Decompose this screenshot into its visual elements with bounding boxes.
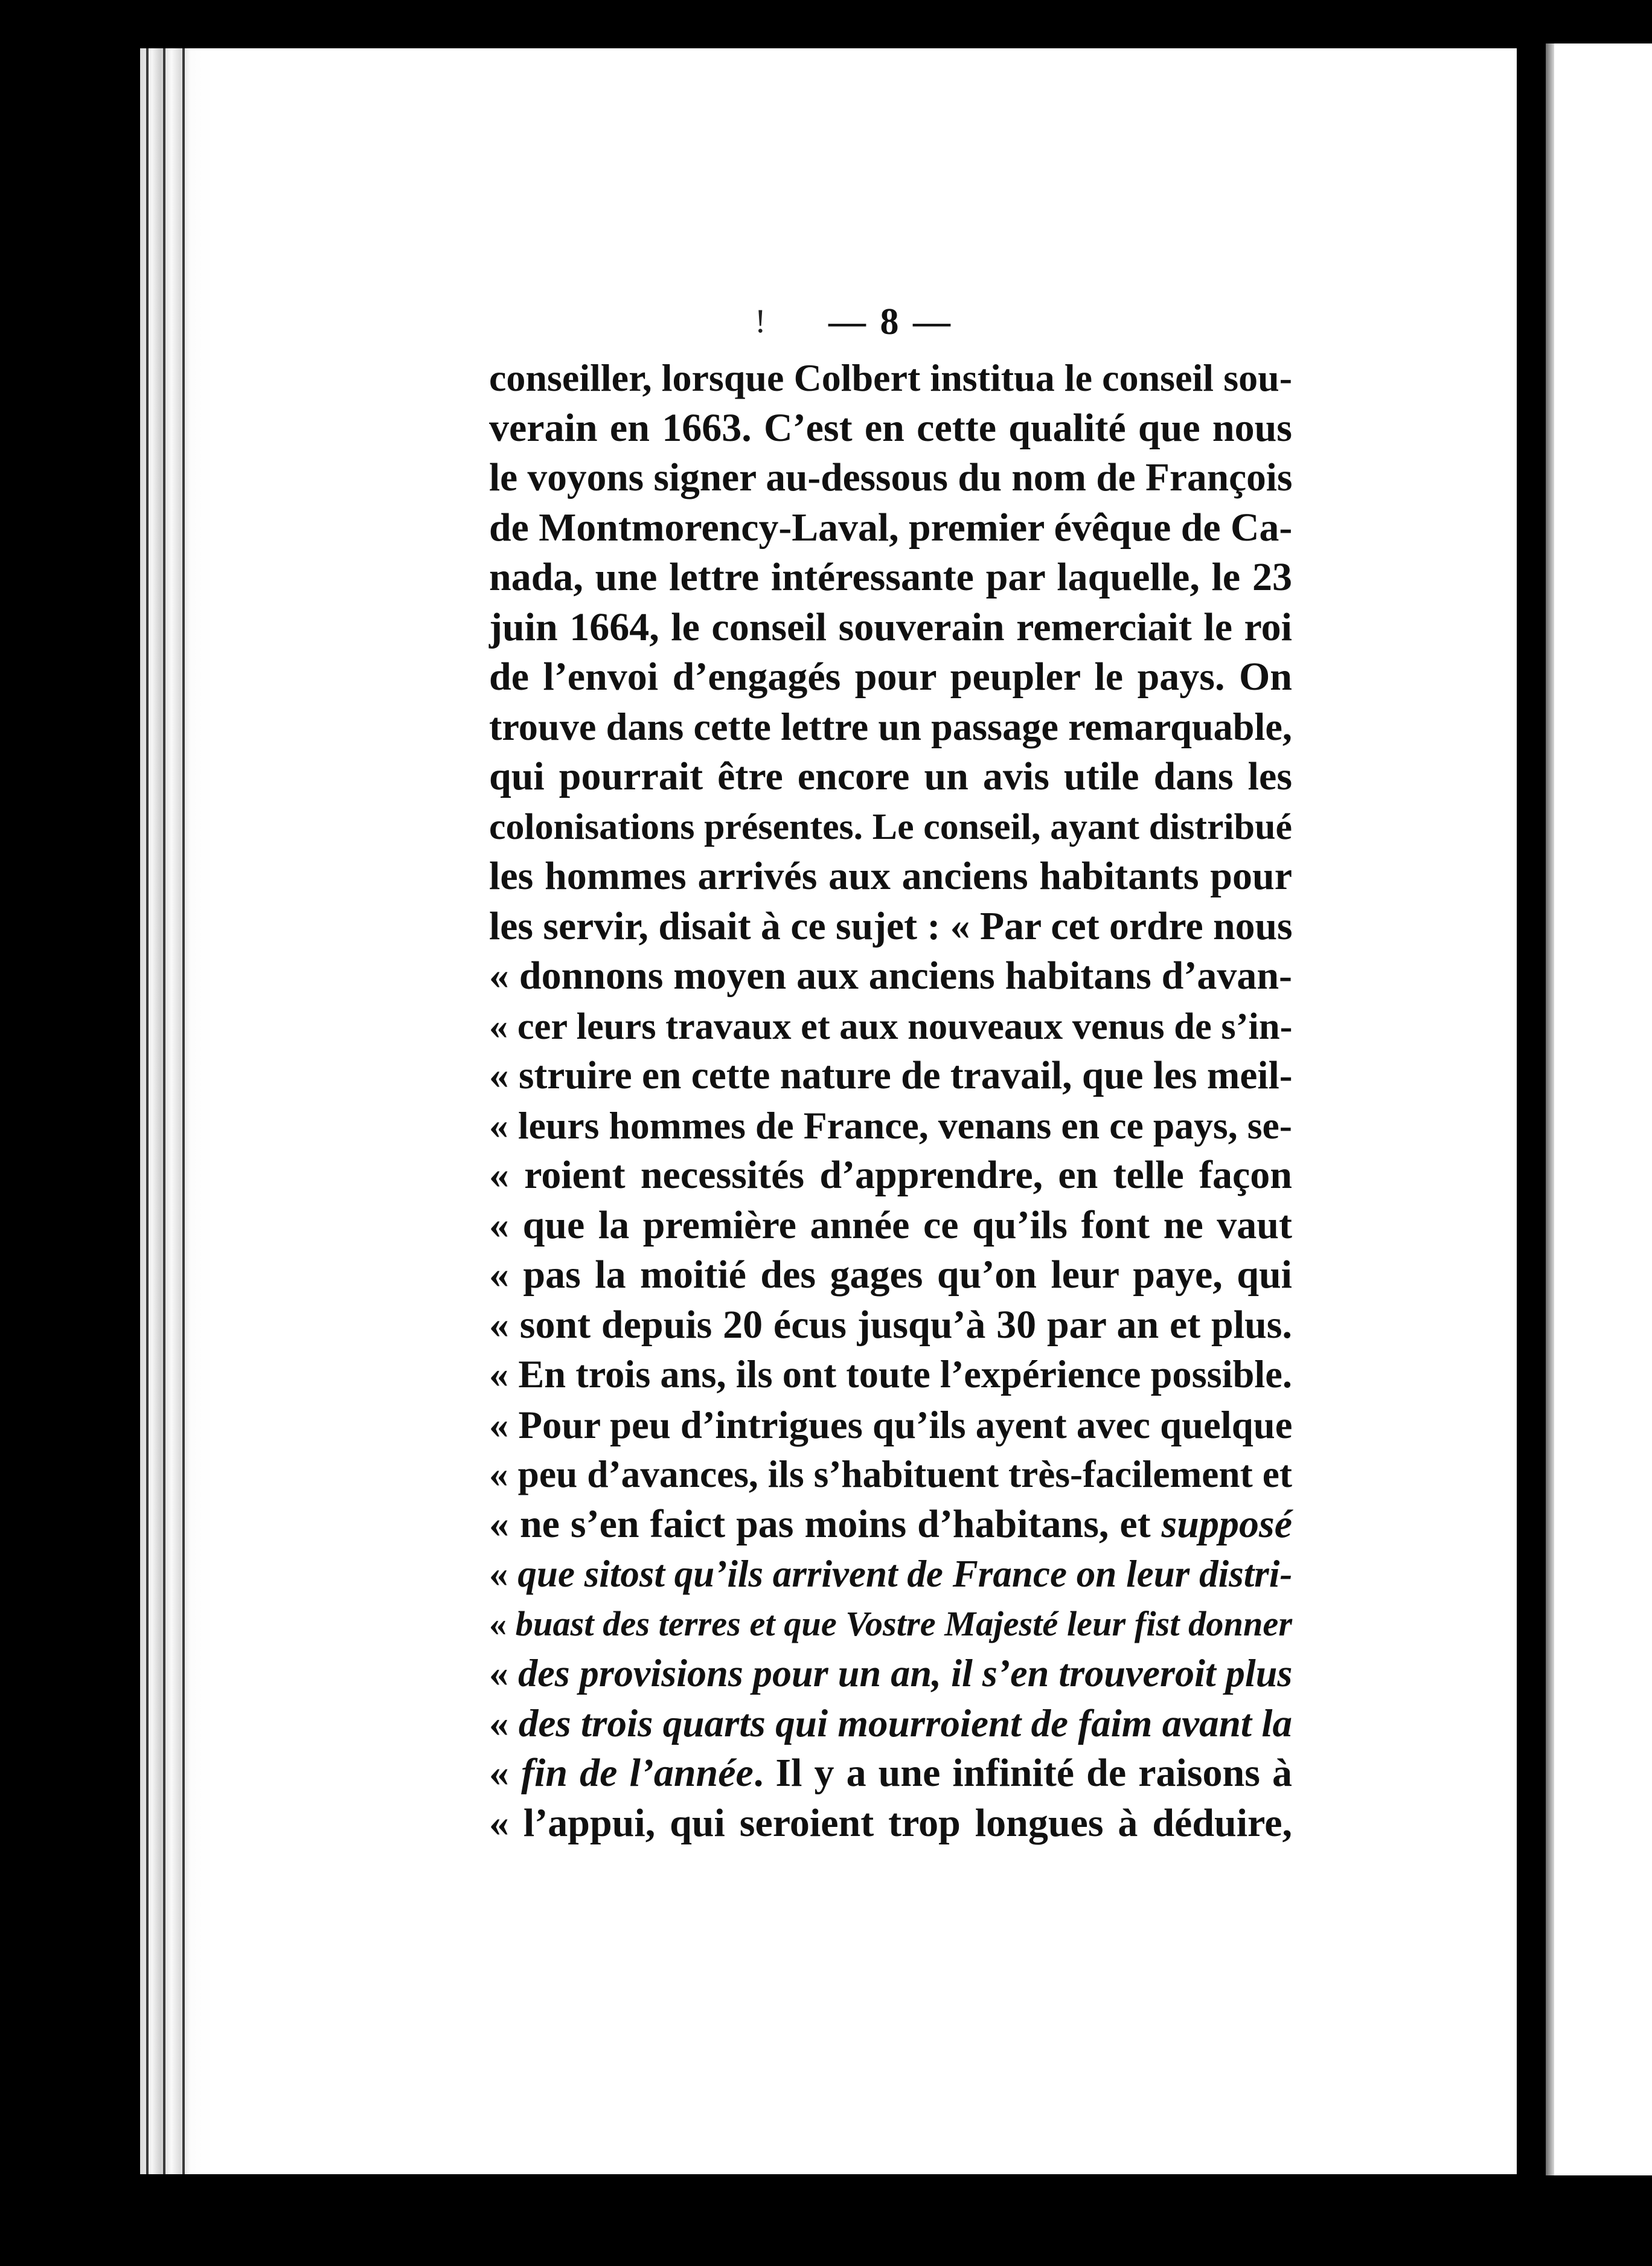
text-line: [489, 1300, 1292, 1350]
gutter-rule: [182, 48, 185, 2174]
italic-text-segment: que sitost qu’ils arrivent de France on leur distri-: [517, 1553, 1293, 1595]
text-segment: qui pourrait être encore un avis utile dans les: [489, 754, 1292, 798]
text-segment: « pas la moitié des gages qu’on leur paye, qui: [489, 1253, 1292, 1297]
text-segment: « peu d’avances, ils s’habituent très-facilement et: [489, 1453, 1292, 1495]
italic-text-segment: des provisions pour un an, il s’en trouveroit plus: [518, 1652, 1293, 1695]
text-segment: « ne s’en faict pas moins d’habitans, et: [489, 1501, 1162, 1546]
text-line: [489, 403, 1292, 454]
text-line: [489, 951, 1292, 1001]
text-line: [489, 503, 1292, 553]
text-line: [489, 1649, 1292, 1699]
body-text: [489, 353, 1292, 1848]
text-line: [489, 1699, 1292, 1749]
text-segment: les hommes arrivés aux anciens habitants pour: [489, 854, 1292, 898]
text-segment: verain en 1663. C’est en cette qualité que nous: [489, 405, 1292, 450]
text-segment: «: [489, 1652, 519, 1695]
text-line: [489, 902, 1292, 952]
text-segment: « cer leurs travaux et aux nouveaux venus de s’in-: [489, 1004, 1293, 1047]
folio-mark: !: [755, 303, 766, 340]
text-segment: «: [489, 1553, 518, 1595]
facing-page-shadow: [1546, 43, 1554, 2175]
text-line: [489, 453, 1292, 503]
text-segment: juin 1664, le conseil souverain remerciait le roi: [489, 605, 1292, 649]
text-line: [489, 702, 1292, 753]
text-segment: colonisations présentes. Le conseil, ayant distribué: [489, 806, 1292, 847]
gutter-rule: [146, 48, 149, 2174]
text-line: [489, 652, 1292, 702]
text-segment: « En trois ans, ils ont toute l’expérience possible.: [489, 1353, 1292, 1396]
text-segment: le voyons signer au-dessous du nom de François: [489, 456, 1293, 499]
text-segment: « Pour peu d’intrigues qu’ils ayent avec quelque: [489, 1402, 1293, 1446]
text-segment: « donnons moyen aux anciens habitans d’avan-: [489, 954, 1292, 998]
italic-text-segment: des trois quarts qui mourroient de faim avant la: [518, 1701, 1293, 1745]
text-line: [489, 1449, 1292, 1500]
italic-text-segment: buast des terres et que Vostre Majesté leur fist donner: [515, 1603, 1293, 1643]
text-segment: trouve dans cette lettre un passage remarquable,: [489, 705, 1292, 748]
italic-text-segment: fin de l’année: [521, 1751, 754, 1795]
text-line: [489, 852, 1292, 902]
text-line: [489, 1799, 1292, 1849]
text-segment: les servir, disait à ce sujet : « Par cet ordre nous: [489, 904, 1293, 948]
text-line: [489, 752, 1292, 802]
page-number: — 8 —: [828, 301, 953, 342]
text-line: [489, 1400, 1292, 1450]
book-gutter: [140, 48, 213, 2174]
gutter-rule: [163, 48, 165, 2174]
italic-text-segment: supposé: [1161, 1501, 1292, 1546]
text-line: [489, 1549, 1292, 1599]
text-segment: « leurs hommes de France, venans en ce pays, se-: [489, 1103, 1292, 1147]
facing-page-edge: [1546, 43, 1652, 2175]
text-segment: «: [489, 1701, 519, 1745]
text-segment: «: [489, 1603, 516, 1643]
text-line: [489, 1500, 1292, 1550]
text-line: [489, 603, 1292, 653]
text-segment: « struire en cette nature de travail, que les meil-: [489, 1054, 1293, 1097]
text-line: [489, 1101, 1292, 1151]
text-segment: . Il y a une infinité de raisons à: [753, 1751, 1293, 1795]
text-line: [489, 553, 1292, 603]
text-line: [489, 1599, 1292, 1649]
text-line: [489, 1051, 1292, 1101]
text-segment: conseiller, lorsque Colbert institua le conseil sou-: [489, 356, 1292, 399]
text-line: [489, 802, 1292, 852]
text-line: [489, 1151, 1292, 1201]
text-segment: « que la première année ce qu’ils font ne vaut: [489, 1202, 1292, 1247]
text-segment: « roient necessités d’apprendre, en telle façon: [489, 1153, 1292, 1197]
text-line: [489, 1350, 1292, 1400]
text-line: [489, 1201, 1292, 1251]
text-line: [489, 353, 1292, 403]
text-segment: de Montmorency-Laval, premier évêque de Ca-: [489, 505, 1293, 550]
text-segment: de l’envoi d’engagés pour peupler le pays. On: [489, 655, 1292, 699]
text-line: [489, 1748, 1292, 1799]
text-segment: «: [489, 1751, 522, 1795]
text-line: [489, 1250, 1292, 1300]
text-line: [489, 1001, 1292, 1051]
text-segment: nada, une lettre intéressante par laquelle, le 23: [489, 555, 1292, 599]
text-segment: « sont depuis 20 écus jusqu’à 30 par an et plus.: [489, 1302, 1292, 1347]
text-segment: « l’appui, qui seroient trop longues à déduire,: [489, 1800, 1292, 1845]
